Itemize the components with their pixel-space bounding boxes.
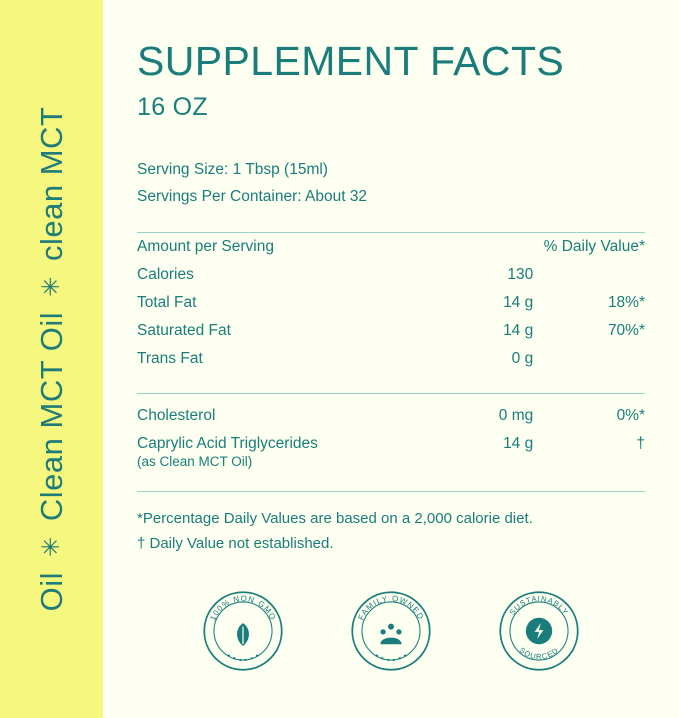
nutrient-dv: †: [636, 435, 645, 453]
table-row: [137, 402, 645, 430]
sustainably-sourced-badge: [495, 587, 583, 675]
nutrient-dv: 18%*: [607, 294, 645, 312]
main-panel: [103, 0, 679, 718]
nutrition-table: [137, 233, 645, 373]
svg-text:100% NON GMO: [208, 593, 278, 621]
nutrient-name-text: Caprylic Acid Triglycerides: [137, 435, 318, 453]
footnote-daily-values: *Percentage Daily Values are based on a 2,000 calorie diet.: [137, 509, 533, 527]
servings-per-container: Servings Per Container: About 32: [137, 188, 368, 206]
nutrient-name: Trans Fat: [137, 350, 203, 368]
nutrient-dv: [533, 261, 645, 289]
svg-text:SOURCED: [518, 645, 561, 661]
nutrient-name: Total Fat: [137, 294, 197, 312]
asterisk-icon: ✳: [37, 536, 65, 557]
leaf-icon: [237, 623, 249, 646]
non-gmo-badge: [199, 587, 287, 675]
nutrient-name: Calories: [137, 266, 194, 284]
side-band-text: [34, 107, 70, 612]
badge-bottom-text: SOURCED: [517, 644, 561, 661]
table-row: [137, 317, 645, 345]
nutrient-name-subnote: (as Clean MCT Oil): [137, 454, 253, 470]
footnote-dagger: † Daily Value not established.: [137, 535, 334, 553]
side-band-segment-2: Clean MCT Oil: [33, 311, 69, 522]
nutrient-amount: 130: [507, 266, 534, 284]
badge-top-text: 100% NON GMO: [208, 593, 278, 622]
svg-text:FAMILY OWNED: [356, 593, 425, 621]
side-band-segment-1: Oil: [33, 571, 69, 612]
family-icon: [380, 623, 401, 644]
badge-top-text: SUSTAINABLY: [507, 593, 571, 617]
spacer: [137, 373, 645, 393]
table-row: [137, 289, 645, 317]
serving-info: [137, 156, 645, 210]
table-header-row: [137, 233, 645, 261]
side-band: [0, 0, 103, 718]
badge-row: [137, 587, 645, 675]
nutrient-dv: 0%*: [616, 407, 645, 425]
nutrient-amount: 0 mg: [498, 407, 534, 425]
page-title: SUPPLEMENT FACTS: [137, 38, 565, 84]
badge-top-text: FAMILY OWNED: [356, 593, 426, 621]
family-owned-badge: [347, 587, 435, 675]
daily-value-label: % Daily Value*: [543, 238, 645, 256]
table-row: [137, 261, 645, 289]
lightning-icon: [526, 617, 552, 643]
table-row: [137, 345, 645, 373]
nutrition-table-secondary: [137, 402, 645, 476]
footnotes: [137, 492, 645, 557]
nutrient-amount: 14 g: [503, 435, 534, 453]
svg-text:SUSTAINABLY: [508, 594, 571, 617]
nutrient-name: Saturated Fat: [137, 322, 231, 340]
nutrient-amount: 14 g: [503, 294, 534, 312]
spacer: [137, 477, 645, 491]
nutrient-dv: 70%*: [607, 322, 645, 340]
spacer: [137, 394, 645, 402]
nutrient-name: Cholesterol: [137, 407, 216, 425]
table-row: [137, 430, 645, 476]
nutrient-amount: 14 g: [503, 322, 534, 340]
nutrient-dv: [533, 345, 645, 373]
amount-per-serving-label: Amount per Serving: [137, 238, 274, 256]
nutrient-amount: 0 g: [511, 350, 534, 368]
side-band-segment-3: clean MCT: [33, 106, 69, 262]
nutrient-name: [137, 430, 421, 476]
asterisk-icon: ✳: [37, 276, 65, 297]
package-size: 16 OZ: [137, 93, 208, 122]
serving-size: Serving Size: 1 Tbsp (15ml): [137, 161, 328, 179]
